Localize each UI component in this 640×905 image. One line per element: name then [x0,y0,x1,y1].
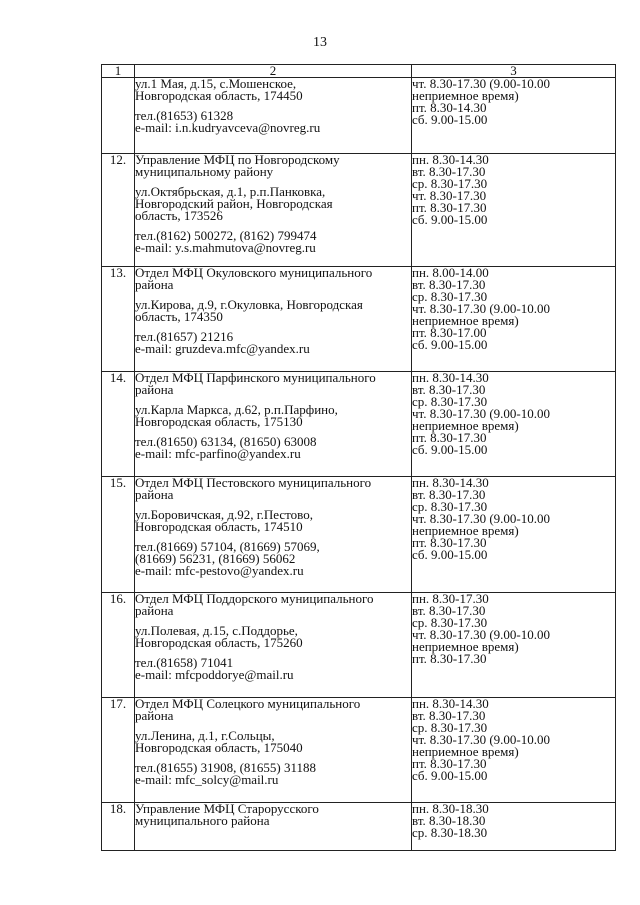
hours-line: ср. 8.30-17.30 [412,615,488,630]
office-details [135,698,412,803]
row-number: 12. [102,154,135,267]
office-address: Новгородский район, Новгородская [135,196,333,211]
hours-line: чт. 8.30-17.30 (9.00-10.00 [412,627,550,642]
hours-line: сб. 9.00-15.00 [412,768,488,783]
hours-line: пн. 8.30-14.30 [412,152,489,167]
office-phone: тел.(81653) 61328 [135,108,234,123]
hours-line: пт. 8.30-17.30 [412,535,487,550]
office-phone: тел.(8162) 500272, (8162) 799474 [135,228,317,243]
office-name: района [135,487,174,502]
hours-line: неприемное время) [412,418,519,433]
office-address: Новгородская область, 175040 [135,740,303,755]
hours-line: ср. 8.30-17.30 [412,289,488,304]
hours-line: пт. 8.30-17.30 [412,756,487,771]
table-row [102,267,616,372]
office-phone: тел.(81658) 71041 [135,655,234,670]
table-row [102,372,616,477]
hours-line: чт. 8.30-17.30 [412,188,487,203]
hours-line: пн. 8.30-17.30 [412,591,489,606]
office-phone: (81669) 56231, (81669) 56062 [135,551,296,566]
office-name: Управление МФЦ по Новгородскому [135,152,340,167]
hours-line: вт. 8.30-17.30 [412,708,486,723]
working-hours [412,477,616,593]
hours-line: вт. 8.30-17.30 [412,603,486,618]
office-address: ул.1 Мая, д.15, с.Мошенское, [135,76,297,91]
working-hours [412,698,616,803]
hours-line: неприемное время) [412,313,519,328]
table-row [102,477,616,593]
hours-line: чт. 8.30-17.30 (9.00-10.00 [412,511,550,526]
row-number: 16. [102,593,135,698]
office-name: Управление МФЦ Старорусского [135,801,319,816]
hours-line: пн. 8.30-14.30 [412,370,489,385]
page-number: 13 [313,35,327,50]
hours-line: сб. 9.00-15.00 [412,442,488,457]
working-hours [412,593,616,698]
office-name: района [135,382,174,397]
office-email: e-mail: mfc_solcy@mail.ru [135,772,279,787]
office-address: область, 173526 [135,208,223,223]
row-number [102,78,135,154]
hours-line: чт. 8.30-17.30 (9.00-10.00 [412,301,550,316]
hours-line: неприемное время) [412,639,519,654]
hours-line: пт. 8.30-17.30 [412,200,487,215]
hours-line: ср. 8.30-17.30 [412,720,488,735]
office-email: e-mail: mfc-parfino@yandex.ru [135,446,301,461]
row-number: 15. [102,477,135,593]
office-name: Отдел МФЦ Окуловского муниципального [135,265,373,280]
office-name: Отдел МФЦ Поддорского муниципального [135,591,374,606]
office-name: района [135,603,174,618]
office-phone: тел.(81657) 21216 [135,329,234,344]
hours-line: чт. 8.30-17.30 (9.00-10.00 [412,732,550,747]
header-col-3: 3 [412,65,616,78]
hours-line: неприемное время) [412,744,519,759]
office-details [135,267,412,372]
hours-line: ср. 8.30-18.30 [412,825,488,840]
office-address: Новгородская область, 175130 [135,414,303,429]
row-number: 18. [102,803,135,851]
hours-line: чт. 8.30-17.30 (9.00-10.00 [412,406,550,421]
office-address: область, 174350 [135,309,223,324]
hours-line: вт. 8.30-17.30 [412,487,486,502]
hours-line: пн. 8.00-14.00 [412,265,489,280]
office-details [135,803,412,851]
office-name: Отдел МФЦ Пестовского муниципального [135,475,372,490]
office-email: e-mail: i.n.kudryavceva@novreg.ru [135,120,321,135]
office-email: e-mail: y.s.mahmutova@novreg.ru [135,240,316,255]
table-row [102,154,616,267]
hours-line: пт. 8.30-17.30 [412,430,487,445]
office-details [135,372,412,477]
office-phone: тел.(81655) 31908, (81655) 31188 [135,760,317,775]
hours-line: ср. 8.30-17.30 [412,394,488,409]
header-col-1: 1 [102,65,135,78]
office-name: муниципальному району [135,164,274,179]
hours-line: вт. 8.30-17.30 [412,382,486,397]
row-number: 13. [102,267,135,372]
hours-line: пт. 8.30-14.30 [412,100,487,115]
office-phone: тел.(81650) 63134, (81650) 63008 [135,434,317,449]
office-address: ул.Ленина, д.1, г.Сольцы, [135,728,275,743]
office-address: ул.Боровичская, д.92, г.Пестово, [135,507,313,522]
office-address: Новгородская область, 175260 [135,635,303,650]
working-hours [412,78,616,154]
hours-line: вт. 8.30-17.30 [412,164,486,179]
office-name: Отдел МФЦ Солецкого муниципального [135,696,361,711]
office-address: ул.Кирова, д.9, г.Окуловка, Новгородская [135,297,363,312]
row-number: 17. [102,698,135,803]
hours-line: вт. 8.30-18.30 [412,813,486,828]
hours-line: ср. 8.30-17.30 [412,499,488,514]
office-details [135,154,412,267]
office-address: Новгородская область, 174510 [135,519,303,534]
header-col-2: 2 [135,65,412,78]
office-details [135,477,412,593]
hours-line: сб. 9.00-15.00 [412,547,488,562]
hours-line: пт. 8.30-17.00 [412,325,487,340]
office-details [135,78,412,154]
office-name: муниципального района [135,813,270,828]
office-email: e-mail: mfcpoddorye@mail.ru [135,667,294,682]
hours-line: ср. 8.30-17.30 [412,176,488,191]
hours-line: пн. 8.30-14.30 [412,475,489,490]
row-number: 14. [102,372,135,477]
hours-line: сб. 9.00-15.00 [412,337,488,352]
office-name: района [135,277,174,292]
table-row [102,78,616,154]
hours-line: чт. 8.30-17.30 (9.00-10.00 [412,76,550,91]
hours-line: неприемное время) [412,88,519,103]
hours-line: пн. 8.30-18.30 [412,801,489,816]
table-row [102,803,616,851]
office-name: района [135,708,174,723]
table-row [102,593,616,698]
office-name: Отдел МФЦ Парфинского муниципального [135,370,376,385]
hours-line: сб. 9.00-15.00 [412,212,488,227]
hours-line: пн. 8.30-14.30 [412,696,489,711]
table-row [102,698,616,803]
office-details [135,593,412,698]
office-address: ул.Октябрьская, д.1, р.п.Панковка, [135,184,326,199]
office-phone: тел.(81669) 57104, (81669) 57069, [135,539,320,554]
office-address: ул.Полевая, д.15, с.Поддорье, [135,623,298,638]
mfc-schedule-table [101,64,616,851]
working-hours [412,154,616,267]
office-email: e-mail: gruzdeva.mfc@yandex.ru [135,341,310,356]
working-hours [412,267,616,372]
hours-line: неприемное время) [412,523,519,538]
hours-line: вт. 8.30-17.30 [412,277,486,292]
working-hours [412,372,616,477]
office-address: ул.Карла Маркса, д.62, р.п.Парфино, [135,402,338,417]
working-hours [412,803,616,851]
hours-line: сб. 9.00-15.00 [412,112,488,127]
office-address: Новгородская область, 174450 [135,88,303,103]
hours-line: пт. 8.30-17.30 [412,651,487,666]
office-email: e-mail: mfc-pestovo@yandex.ru [135,563,304,578]
